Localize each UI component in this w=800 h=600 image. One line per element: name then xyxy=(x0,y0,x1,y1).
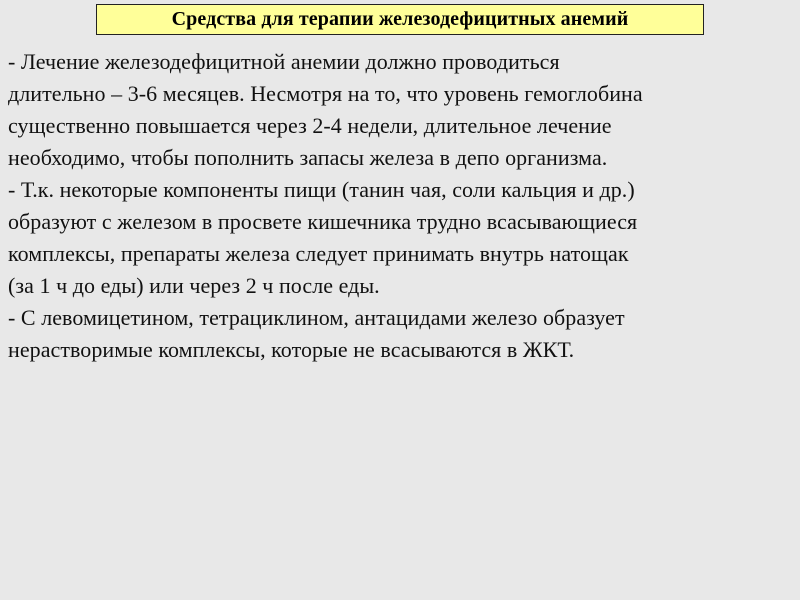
body-line: существенно повышается через 2-4 недели, длительное лечение xyxy=(8,113,612,138)
body-line: длительно – 3-6 месяцев. Несмотря на то, что уровень гемоглобина xyxy=(8,81,643,106)
body-line: образуют с железом в просвете кишечника трудно всасывающиеся xyxy=(8,209,638,234)
title-box xyxy=(96,4,704,35)
slide-title: Средства для терапии железодефицитных анемий xyxy=(171,8,629,30)
body-line: - Лечение железодефицитной анемии должно проводиться xyxy=(8,49,560,74)
body-line: нерастворимые комплексы, которые не всасываются в ЖКТ. xyxy=(8,337,575,362)
body-line: - С левомицетином, тетрациклином, антацидами железо образует xyxy=(8,305,625,330)
body-line: комплексы, препараты железа следует принимать внутрь натощак xyxy=(8,241,629,266)
body-line: (за 1 ч до еды) или через 2 ч после еды. xyxy=(8,273,380,298)
body-line: - Т.к. некоторые компоненты пищи (танин чая, соли кальция и др.) xyxy=(8,177,635,202)
slide-body xyxy=(8,46,788,366)
body-line: необходимо, чтобы пополнить запасы железа в депо организма. xyxy=(8,145,608,170)
